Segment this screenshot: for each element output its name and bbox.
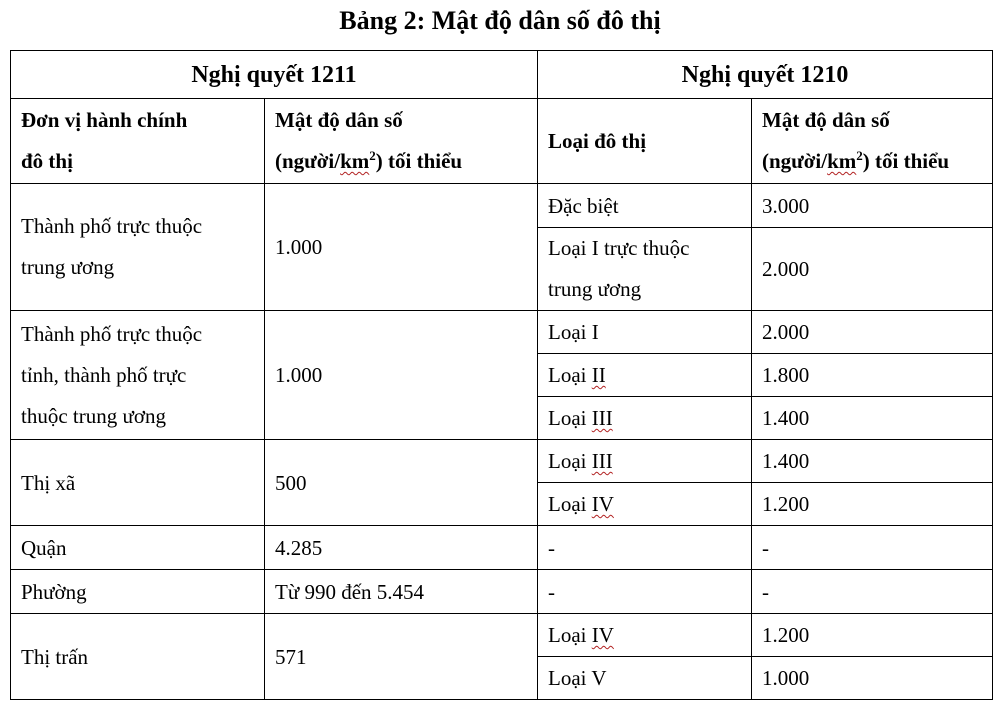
- admin-unit-cell: Quận: [11, 526, 265, 570]
- urban-type-cell: [538, 614, 752, 657]
- group-header-row: [11, 51, 993, 99]
- table-row: [11, 614, 993, 657]
- min-density-header-1210: [752, 99, 993, 184]
- resolution-1211-header: Nghị quyết 1211: [11, 51, 538, 99]
- density-header-line1: Mật độ dân số: [275, 108, 403, 132]
- density-header-post: ) tối thiểu: [375, 149, 463, 173]
- urban-type-cell: Đặc biệt: [538, 184, 752, 228]
- type-prefix: Loại: [548, 492, 592, 516]
- density-cell: 1.000: [265, 184, 538, 311]
- density-header-unit: km: [340, 149, 370, 173]
- density-cell: -: [752, 526, 993, 570]
- urban-type-cell: -: [538, 570, 752, 614]
- admin-unit-header-line2: đô thị: [21, 149, 73, 173]
- admin-unit-header-line1: Đơn vị hành chính: [21, 108, 188, 132]
- density-cell: 1.200: [752, 483, 993, 526]
- table-title: Bảng 2: Mật độ dân số đô thị: [339, 6, 661, 35]
- urban-type-cell: [538, 354, 752, 397]
- density-header-sup: 2: [856, 148, 863, 163]
- urban-type-cell: Loại V: [538, 657, 752, 700]
- density-header-sup: 2: [369, 148, 376, 163]
- density-cell: 500: [265, 440, 538, 526]
- min-density-header-1211: [265, 99, 538, 184]
- density-cell: 1.400: [752, 440, 993, 483]
- density-header-line1: Mật độ dân số: [762, 108, 890, 132]
- density-header-pre: (người/: [275, 149, 341, 173]
- type-numeral: III: [591, 449, 613, 473]
- cell-line: Loại I trực thuộc: [548, 236, 690, 260]
- density-cell: 1.800: [752, 354, 993, 397]
- admin-unit-cell: Thị trấn: [11, 614, 265, 700]
- density-cell: -: [752, 570, 993, 614]
- urban-type-cell: [538, 228, 752, 311]
- density-cell: 1.400: [752, 397, 993, 440]
- type-numeral: III: [591, 406, 613, 430]
- table-row: [11, 184, 993, 228]
- density-cell: 4.285: [265, 526, 538, 570]
- type-prefix: Loại: [548, 623, 592, 647]
- admin-unit-cell: [11, 184, 265, 311]
- urban-type-cell: [538, 440, 752, 483]
- density-cell: 1.200: [752, 614, 993, 657]
- density-cell: 3.000: [752, 184, 993, 228]
- urban-type-cell: Loại I: [538, 311, 752, 354]
- admin-unit-cell: [11, 311, 265, 440]
- type-numeral: II: [591, 363, 606, 387]
- density-cell: 2.000: [752, 228, 993, 311]
- cell-line: tỉnh, thành phố trực: [21, 362, 187, 387]
- admin-unit-cell: Phường: [11, 570, 265, 614]
- cell-line: Thành phố trực thuộc: [21, 214, 203, 238]
- cell-line: trung ương: [21, 255, 115, 279]
- urban-type-cell: -: [538, 526, 752, 570]
- cell-line: thuộc trung ương: [21, 403, 166, 428]
- cell-line: trung ương: [548, 277, 642, 301]
- density-cell: 2.000: [752, 311, 993, 354]
- table-row: [11, 570, 993, 614]
- urban-type-header: Loại đô thị: [538, 99, 752, 184]
- density-cell: 1.000: [752, 657, 993, 700]
- density-cell: Từ 990 đến 5.454: [265, 570, 538, 614]
- density-header-post: ) tối thiểu: [862, 149, 950, 173]
- density-table: [10, 50, 993, 700]
- admin-unit-header: [11, 99, 265, 184]
- cell-line: Thành phố trực thuộc: [21, 321, 203, 346]
- density-cell: 571: [265, 614, 538, 700]
- admin-unit-cell: Thị xã: [11, 440, 265, 526]
- table-row: [11, 440, 993, 483]
- table-row: [11, 311, 993, 354]
- urban-type-cell: [538, 483, 752, 526]
- type-numeral: IV: [591, 623, 614, 647]
- density-cell: 1.000: [265, 311, 538, 440]
- type-prefix: Loại: [548, 449, 592, 473]
- density-header-unit: km: [827, 149, 857, 173]
- table-row: [11, 526, 993, 570]
- urban-type-cell: [538, 397, 752, 440]
- resolution-1210-header: Nghị quyết 1210: [538, 51, 993, 99]
- density-header-pre: (người/: [762, 149, 828, 173]
- type-prefix: Loại: [548, 363, 592, 387]
- type-prefix: Loại: [548, 406, 592, 430]
- type-numeral: IV: [591, 492, 614, 516]
- column-header-row: [11, 99, 993, 184]
